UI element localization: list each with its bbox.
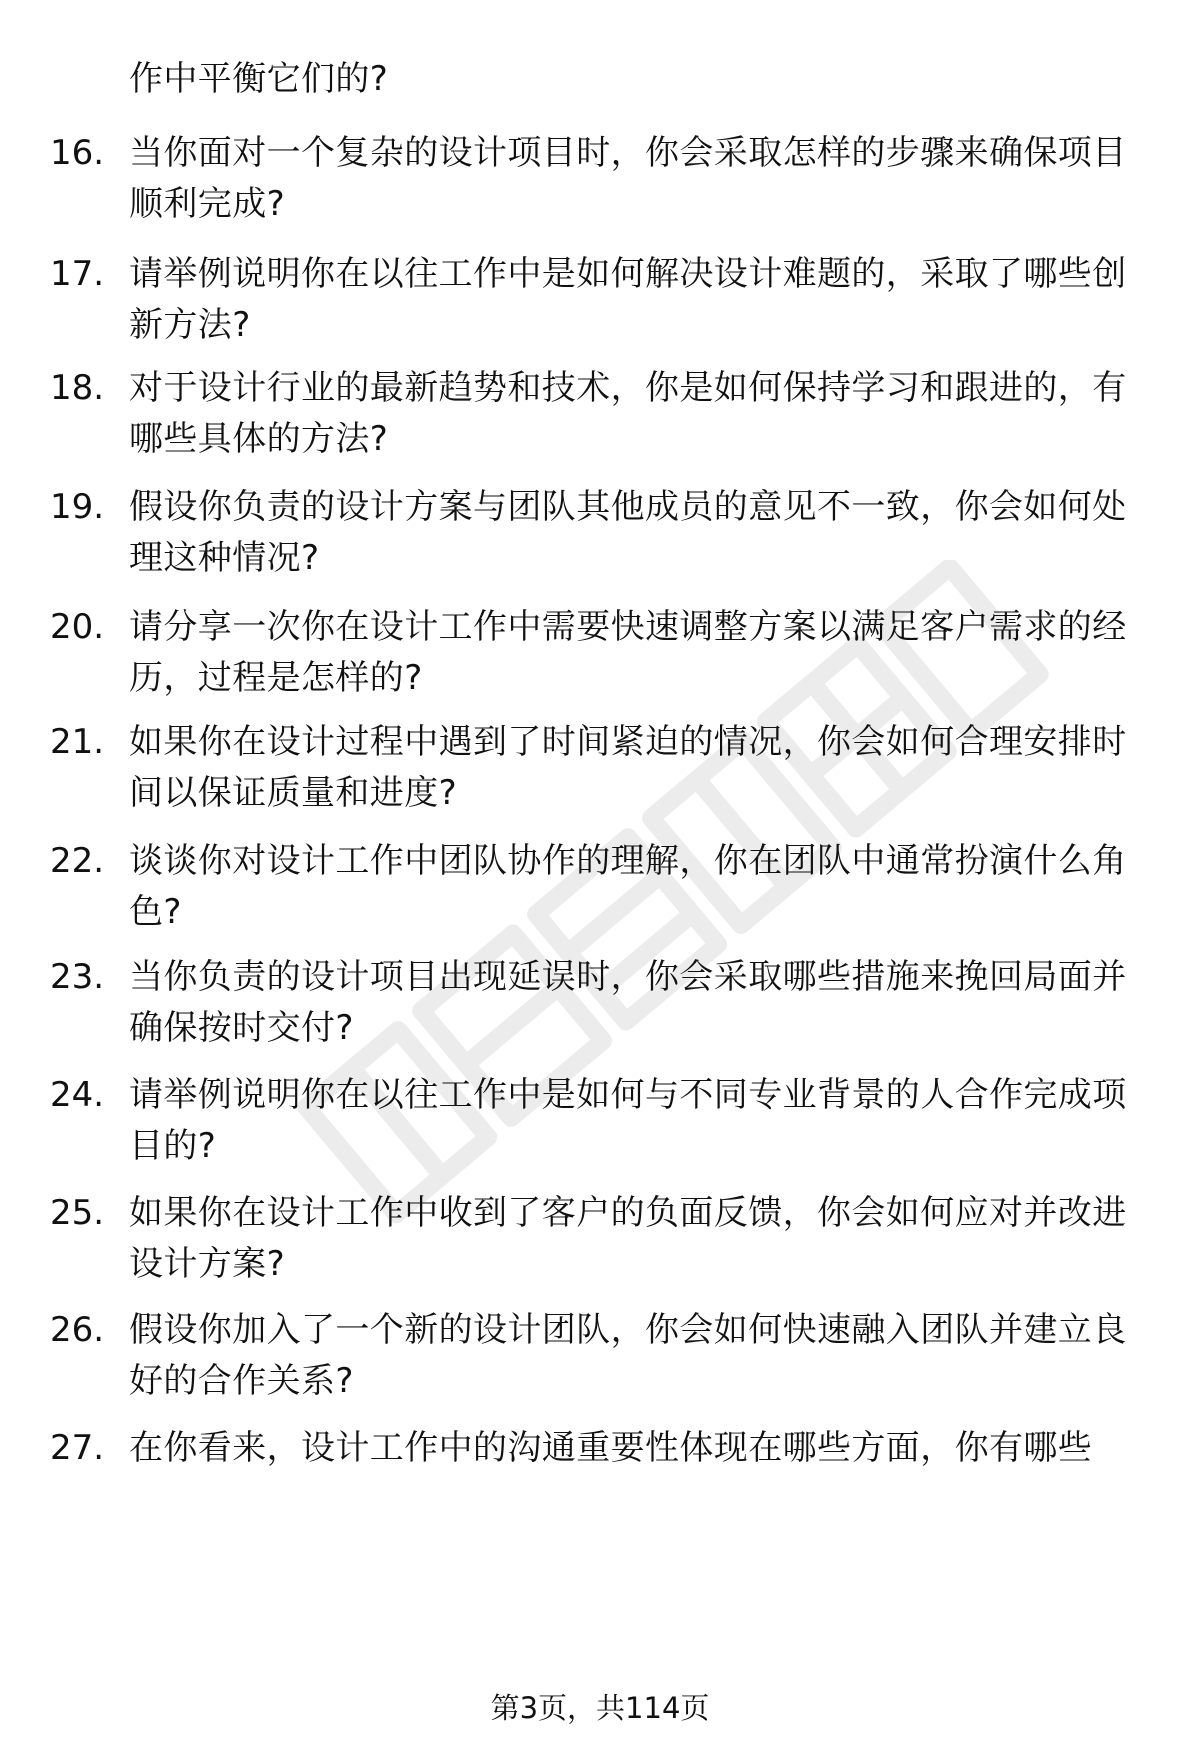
- question-number: 26.: [50, 1310, 105, 1350]
- question-number: 17.: [50, 254, 105, 294]
- question-text: 如果你在设计过程中遇到了时间紧迫的情况，你会如何合理安排时间以保证质量和进度?: [129, 722, 1127, 813]
- question-text: 当你面对一个复杂的设计项目时，你会采取怎样的步骤来确保项目顺利完成?: [129, 133, 1127, 224]
- question-text: 在你看来，设计工作中的沟通重要性体现在哪些方面，你有哪些: [129, 1428, 1093, 1468]
- question-number: 22.: [50, 841, 105, 881]
- question-text: 作中平衡它们的?: [129, 59, 389, 99]
- question-text: 当你负责的设计项目出现延误时，你会采取哪些措施来挽回局面并确保按时交付?: [129, 957, 1127, 1048]
- question-number: 24.: [50, 1075, 105, 1115]
- question-number: 18.: [50, 368, 105, 408]
- question-number: 16.: [50, 133, 105, 173]
- question-text: 请举例说明你在以往工作中是如何解决设计难题的，采取了哪些创新方法?: [129, 254, 1127, 345]
- question-number: 21.: [50, 722, 105, 762]
- question-number: 19.: [50, 487, 105, 527]
- question-text: 请举例说明你在以往工作中是如何与不同专业背景的人合作完成项目的?: [129, 1075, 1127, 1166]
- question-text: 对于设计行业的最新趋势和技术，你是如何保持学习和跟进的，有哪些具体的方法?: [129, 368, 1127, 459]
- question-number: 23.: [50, 957, 105, 997]
- question-text: 假设你负责的设计方案与团队其他成员的意见不一致，你会如何处理这种情况?: [129, 487, 1127, 578]
- page-number-footer: 第3页，共114页: [490, 1691, 710, 1725]
- question-text: 假设你加入了一个新的设计团队，你会如何快速融入团队并建立良好的合作关系?: [129, 1310, 1127, 1401]
- question-number: 25.: [50, 1193, 105, 1233]
- question-text: 谈谈你对设计工作中团队协作的理解，你在团队中通常扮演什么角色?: [129, 841, 1127, 932]
- question-text: 请分享一次你在设计工作中需要快速调整方案以满足客户需求的经历，过程是怎样的?: [129, 607, 1127, 698]
- question-number: 27.: [50, 1428, 105, 1468]
- question-number: 20.: [50, 607, 105, 647]
- question-text: 如果你在设计工作中收到了客户的负面反馈，你会如何应对并改进设计方案?: [129, 1193, 1127, 1284]
